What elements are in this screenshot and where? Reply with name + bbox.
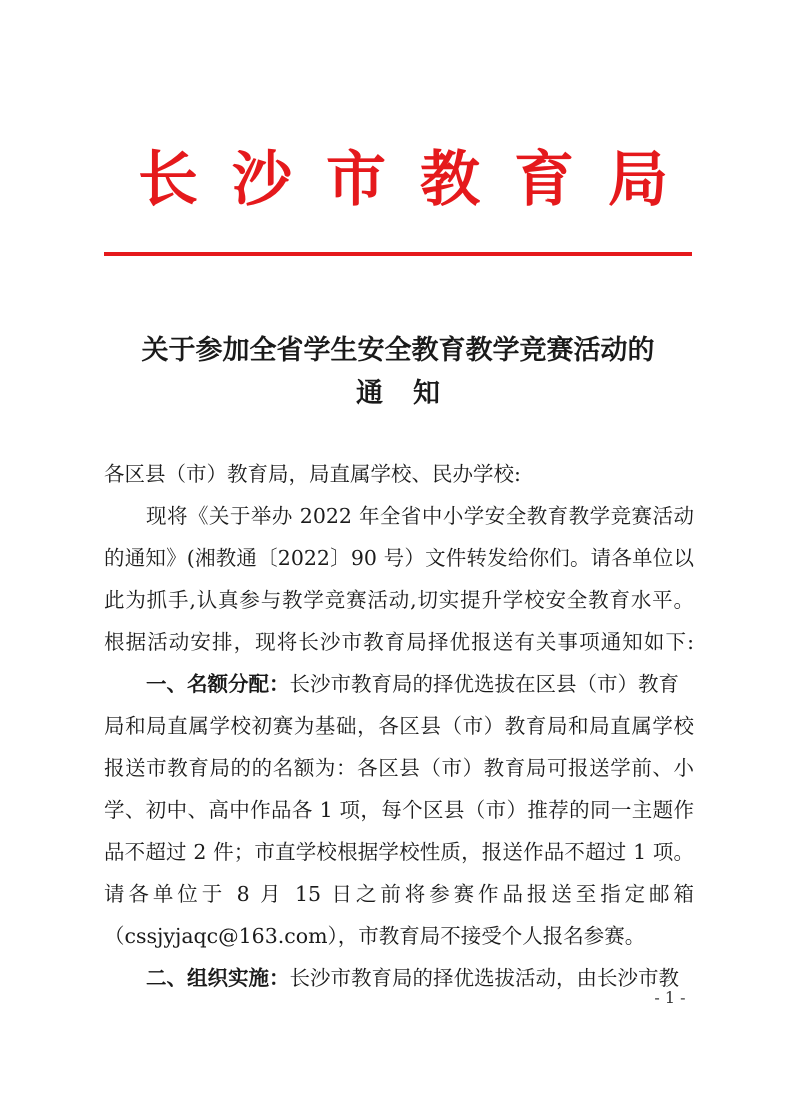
section1-first-line-text: 长沙市教育局的择优选拔在区县（市）教育 — [289, 672, 679, 696]
section1-line-4: 学、初中、高中作品各 1 项，每个区县（市）推荐的同一主题作 — [104, 798, 694, 822]
section2-first-line — [146, 963, 694, 993]
section2-heading: 二、组织实施： — [146, 966, 290, 990]
salutation: 各区县（市）教育局，局直属学校、民办学校: — [104, 462, 521, 486]
intro-line-3: 此为抓手,认真参与教学竞赛活动,切实提升学校安全教育水平。 — [104, 588, 694, 612]
section1-heading: 一、名额分配： — [146, 672, 290, 696]
intro-line-4: 根据活动安排，现将长沙市教育局择优报送有关事项通知如下: — [104, 630, 694, 654]
intro-line-2: 的通知》(湘教通〔2022〕90 号）文件转发给你们。请各单位以 — [104, 546, 694, 570]
intro-line-1: 现将《关于举办 2022 年全省中小学安全教育教学竞赛活动 — [146, 504, 694, 528]
section1-line-5: 品不超过 2 件；市直学校根据学校性质，报送作品不超过 1 项。 — [104, 840, 694, 864]
page-number: - 1 - — [654, 988, 686, 1007]
section1-first-line — [146, 669, 694, 699]
section1-line-6: 请各单位于 8 月 15 日之前将参赛作品报送至指定邮箱 — [104, 882, 694, 906]
section1-line-2: 局和局直属学校初赛为基础，各区县（市）教育局和局直属学校 — [104, 714, 694, 738]
agency-header-title: 长沙市教育局 — [138, 145, 702, 215]
section2-first-line-text: 长沙市教育局的择优选拔活动，由长沙市教 — [289, 966, 679, 990]
section1-line-3: 报送市教育局的的名额为：各区县（市）教育局可报送学前、小 — [104, 756, 694, 780]
document-title-line2: 通知 — [356, 378, 470, 409]
document-title-line1: 关于参加全省学生安全教育教学竞赛活动的 — [141, 335, 655, 366]
section1-line-7: （cssjyjaqc@163.com），市教育局不接受个人报名参赛。 — [104, 924, 646, 948]
header-red-rule — [104, 252, 692, 256]
